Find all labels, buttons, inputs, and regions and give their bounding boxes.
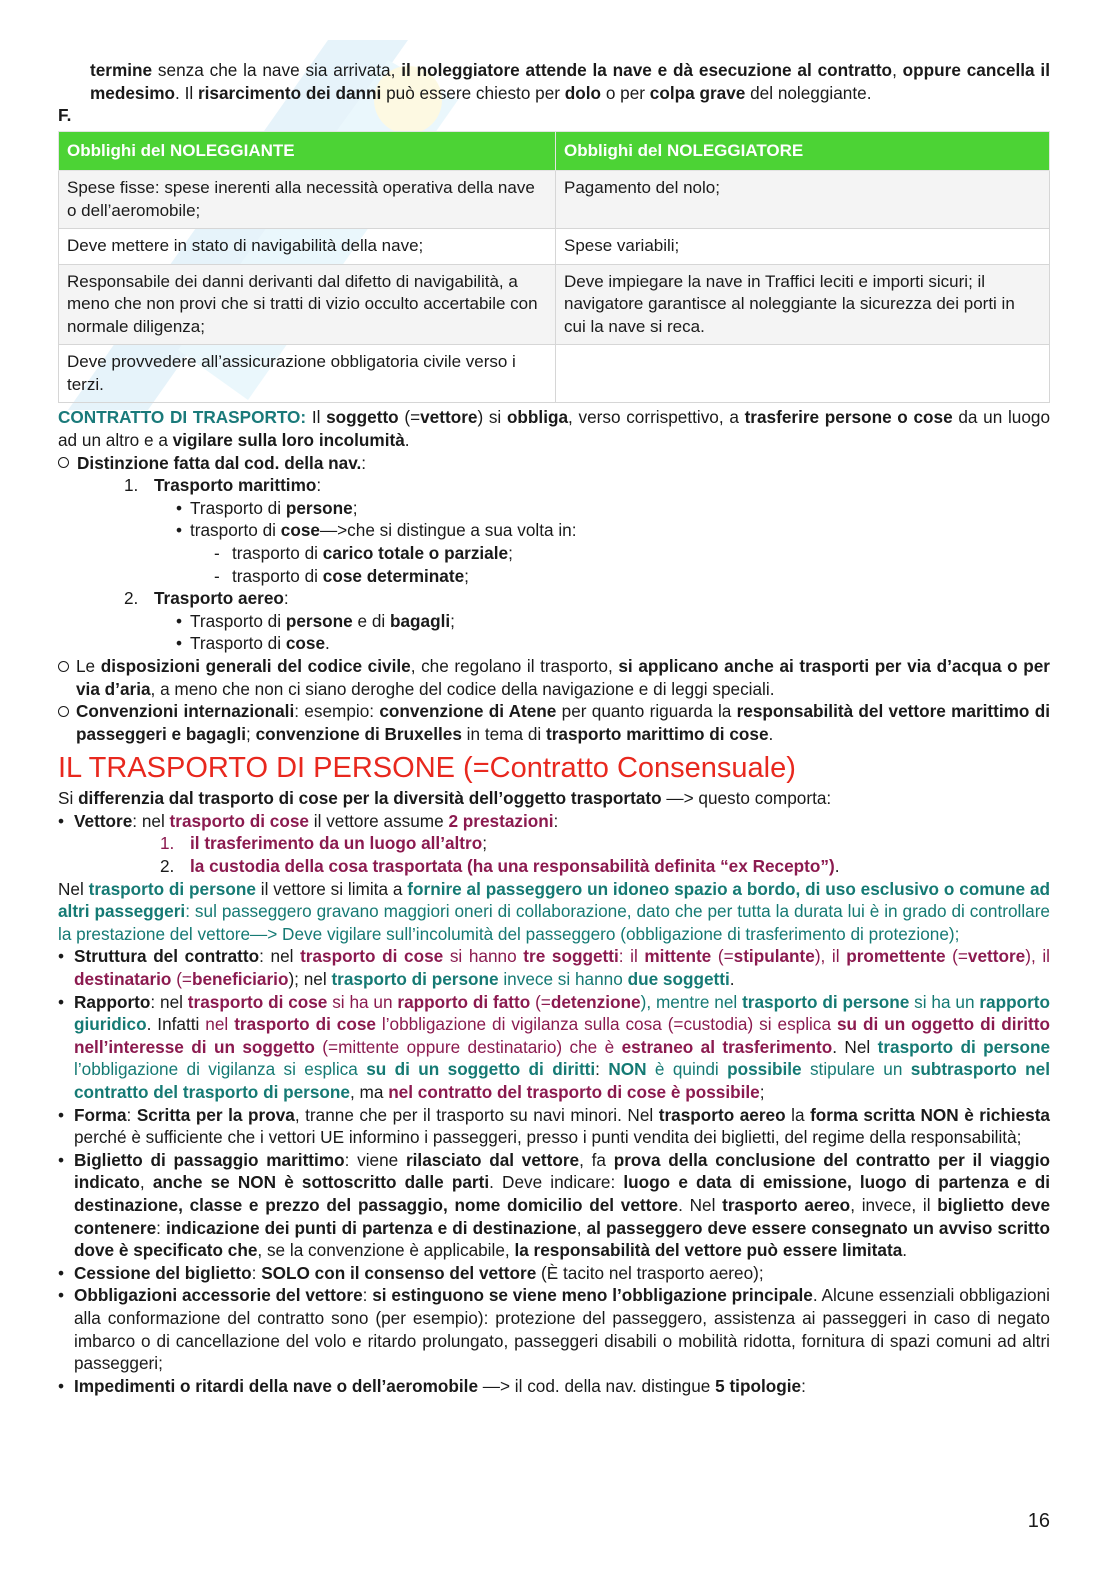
list-item: 2. la custodia della cosa trasportata (ha una responsabilità definita “ex Recepto”). xyxy=(160,856,840,877)
vettore-item: • Vettore: nel trasporto di cose il vettore assume 2 prestazioni: xyxy=(58,810,559,831)
rapporto-item: • Rapporto: nel trasporto di cose si ha un rapporto di fatto (=detenzione), mentre nel trasporto di persone si ha un rapporto giuridico. Infatti nel trasporto di cose l’obbligazione di vigilanza sulla cosa (=custodia) si esplica su di un oggetto di diritto nell’interesse di un soggetto (=mittente oppure destinatario) che è estraneo al trasferimento. Nel trasporto di persone l’obbligazione di vigilanza si esplica su di un soggetto di diritti: NON è quindi possibile stipulare un subtrasporto nel contratto del trasporto di persone, ma nel contratto del trasporto di cose è possibile; xyxy=(58,991,1051,1102)
circle-bullet-icon xyxy=(58,457,69,468)
page-number: 16 xyxy=(1027,1510,1050,1532)
list-item: • Trasporto di persone e di bagagli; xyxy=(176,610,455,631)
list-item: 2. Trasporto aereo: xyxy=(124,588,289,609)
section-f-label: F. xyxy=(58,105,72,126)
differenza-paragraph: Si differenzia dal trasporto di cose per la diversità dell’oggetto trasportato —> questo comporta: xyxy=(58,788,832,809)
table-cell: Pagamento del nolo; xyxy=(556,171,1050,229)
table-cell: Spese fisse: spese inerenti alla necessità operativa della nave o dell’aeromobile; xyxy=(59,171,556,229)
cessione-item: • Cessione del biglietto: SOLO con il consenso del vettore (È tacito nel trasporto aereo); xyxy=(58,1262,764,1283)
list-item: • Trasporto di persone; xyxy=(176,497,358,518)
nel-trasporto-paragraph: Nel trasporto di persone il vettore si limita a fornire al passeggero un idoneo spazio a bordo, di uso esclusivo o comune ad altri passeggeri: sul passeggero gravano maggiori oneri di collaborazione, dato che per tutta la durata lui è in grado di controllare la prestazione del vettore—> Deve vigilare sull’incolumità del passeggero (obbligazione di trasferimento di protezione); xyxy=(58,878,1051,944)
table-cell: Deve provvedere all’assicurazione obbligatoria civile verso i terzi. xyxy=(59,345,556,403)
table-header-noleggiatore: Obblighi del NOLEGGIATORE xyxy=(556,131,1050,171)
contratto-paragraph: CONTRATTO DI TRASPORTO: Il soggetto (=vettore) si obbliga, verso corrispettivo, a trasferire persone o cose da un luogo ad un altro e a vigilare sulla loro incolumità. xyxy=(58,407,1050,450)
list-item: • Trasporto di cose. xyxy=(176,633,330,654)
table-row xyxy=(59,264,1050,345)
list-item: 1. Trasporto marittimo: xyxy=(124,475,322,496)
list-item: - trasporto di cose determinate; xyxy=(214,565,469,586)
circle-bullet-icon xyxy=(58,661,69,672)
table-row xyxy=(59,171,1050,229)
impedimenti-item: • Impedimenti o ritardi della nave o dell’aeromobile —> il cod. della nav. distingue 5 tipologie: xyxy=(58,1375,806,1396)
table-header-noleggiante: Obblighi del NOLEGGIANTE xyxy=(59,131,556,171)
table-row xyxy=(59,345,1050,403)
distinzione-item: Distinzione fatta dal cod. della nav.: xyxy=(58,452,1050,475)
intro-paragraph: termine senza che la nave sia arrivata, il noleggiatore attende la nave e dà esecuzione al contratto, oppure cancella il medesimo. Il risarcimento dei danni può essere chiesto per dolo o per colpa grave del noleggiante. xyxy=(90,60,1050,103)
convenzioni-item: Convenzioni internazionali: esempio: convenzione di Atene per quanto riguarda la responsabilità del vettore marittimo di passeggeri e bagagli; convenzione di Bruxelles in tema di trasporto marittimo di cose. xyxy=(58,700,1050,745)
page-content xyxy=(58,59,1050,1397)
table-cell: Deve impiegare la nave in Traffici leciti e importi sicuri; il navigatore garantisce al noleggiante la sicurezza dei porti in cui la nave si reca. xyxy=(556,264,1050,345)
table-cell: Deve mettere in stato di navigabilità della nave; xyxy=(59,229,556,265)
biglietto-item: • Biglietto di passaggio marittimo: viene rilasciato dal vettore, fa prova della conclusione del contratto per il viaggio indicato, anche se NON è sottoscritto dalle parti. Deve indicare: luogo e data di emissione, luogo di partenza e di destinazione, classe e prezzo del passaggio, nome domicilio del vettore. Nel trasporto aereo, invece, il biglietto deve contenere: indicazione dei punti di partenza e di destinazione, al passeggero deve essere consegnato un avviso scritto dove è specificato che, se la convenzione è applicabile, la responsabilità del vettore può essere limitata. xyxy=(58,1149,1051,1261)
obbligazioni-item: • Obbligazioni accessorie del vettore: si estinguono se viene meno l’obbligazione principale. Alcune essenziali obbligazioni alla conformazione del contratto sono (per esempio): protezione del passeggero, assistenza ai passeggeri in caso di negato imbarco o di cancellazione del volo e ritardo prolungato, passeggeri disabili o mobilità ridotta, fornitura di spazi comuni ad altri passeggeri; xyxy=(58,1285,1050,1374)
table-cell: Responsabile dei danni derivanti dal difetto di navigabilità, a meno che non provi che si tratti di vizio occulto accertabile con normale diligenza; xyxy=(59,264,556,345)
list-item: • trasporto di cose—>che si distingue a sua volta in: xyxy=(176,520,577,541)
forma-item: • Forma: Scritta per la prova, tranne che per il trasporto su navi minori. Nel trasporto aereo la forma scritta NON è richiesta perché è sufficiente che i vettori UE informino i passeggeri, presso i punti vendita dei biglietti, del regime della responsabilità; xyxy=(58,1104,1050,1148)
struttura-item: • Struttura del contratto: nel trasporto di cose si hanno tre soggetti: il mittente (=stipulante), il promettente (=vettore), il destinatario (=beneficiario); nel trasporto di persone invece si hanno due soggetti. xyxy=(58,946,1050,990)
table-cell: Spese variabili; xyxy=(556,229,1050,265)
list-item: - trasporto di carico totale o parziale; xyxy=(214,542,513,563)
table-cell xyxy=(556,345,1050,403)
disposizioni-item: Le disposizioni generali del codice civile, che regolano il trasporto, si applicano anche ai trasporti per via d’acqua o per via d’aria, a meno che non ci siano deroghe del codice della navigazione e di leggi speciali. xyxy=(58,655,1050,700)
circle-bullet-icon xyxy=(58,706,69,717)
list-item: 1. il trasferimento da un luogo all’altro; xyxy=(160,833,488,854)
section-title: IL TRASPORTO DI PERSONE (=Contratto Consensuale) xyxy=(58,752,796,785)
obligations-table xyxy=(58,131,1050,404)
table-row xyxy=(59,229,1050,265)
